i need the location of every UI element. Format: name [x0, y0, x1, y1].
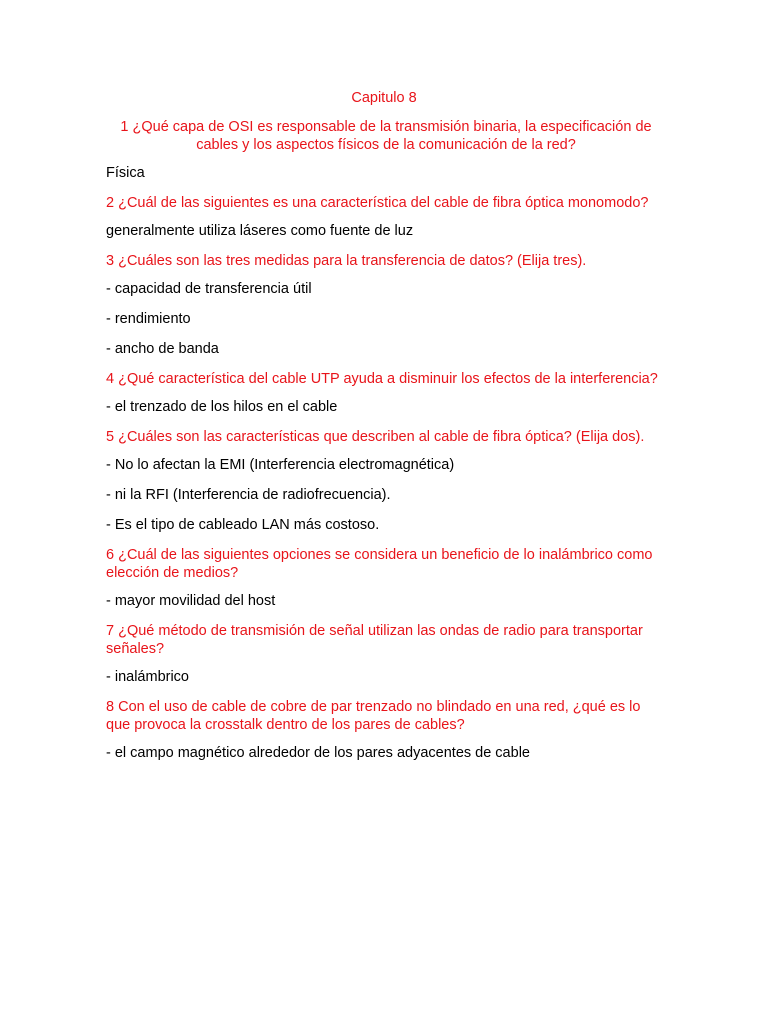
answer-3-item-2: - rendimiento [106, 311, 191, 327]
question-8: 8 Con el uso de cable de cobre de par trenzado no blindado en una red, ¿qué es lo que provoca la crosstalk dentro de los pares de cables? [106, 699, 641, 733]
answer-5-item-1: - No lo afectan la EMI (Interferencia electromagnética) [106, 457, 455, 473]
answer-5-item-2: - ni la RFI (Interferencia de radiofrecuencia). [106, 487, 391, 503]
document-content [106, 118, 666, 774]
question-6: 6 ¿Cuál de las siguientes opciones se considera un beneficio de lo inalámbrico como elección de medios? [106, 547, 653, 581]
answer-3-item-3: - ancho de banda [106, 341, 219, 357]
question-5: 5 ¿Cuáles son las características que describen al cable de fibra óptica? (Elija dos). [106, 429, 645, 445]
answer-6: - mayor movilidad del host [106, 593, 276, 609]
answer-7: - inalámbrico [106, 669, 189, 685]
question-1: 1 ¿Qué capa de OSI es responsable de la transmisión binaria, la especificación de cables y los aspectos físicos de la comunicación de la red? [120, 119, 652, 153]
answer-1: Física [106, 165, 145, 181]
answer-4: - el trenzado de los hilos en el cable [106, 399, 338, 415]
answer-3-item-1: - capacidad de transferencia útil [106, 281, 312, 297]
answer-2: generalmente utiliza láseres como fuente de luz [106, 223, 414, 239]
answer-5-item-3: - Es el tipo de cableado LAN más costoso. [106, 517, 380, 533]
question-7: 7 ¿Qué método de transmisión de señal utilizan las ondas de radio para transportar señales? [106, 623, 643, 657]
question-4: 4 ¿Qué característica del cable UTP ayuda a disminuir los efectos de la interferencia? [106, 371, 658, 387]
question-3: 3 ¿Cuáles son las tres medidas para la transferencia de datos? (Elija tres). [106, 253, 587, 269]
answer-8: - el campo magnético alrededor de los pares adyacentes de cable [106, 745, 530, 761]
document-title: Capitulo 8 [351, 90, 417, 106]
question-2: 2 ¿Cuál de las siguientes es una característica del cable de fibra óptica monomodo? [106, 195, 649, 211]
